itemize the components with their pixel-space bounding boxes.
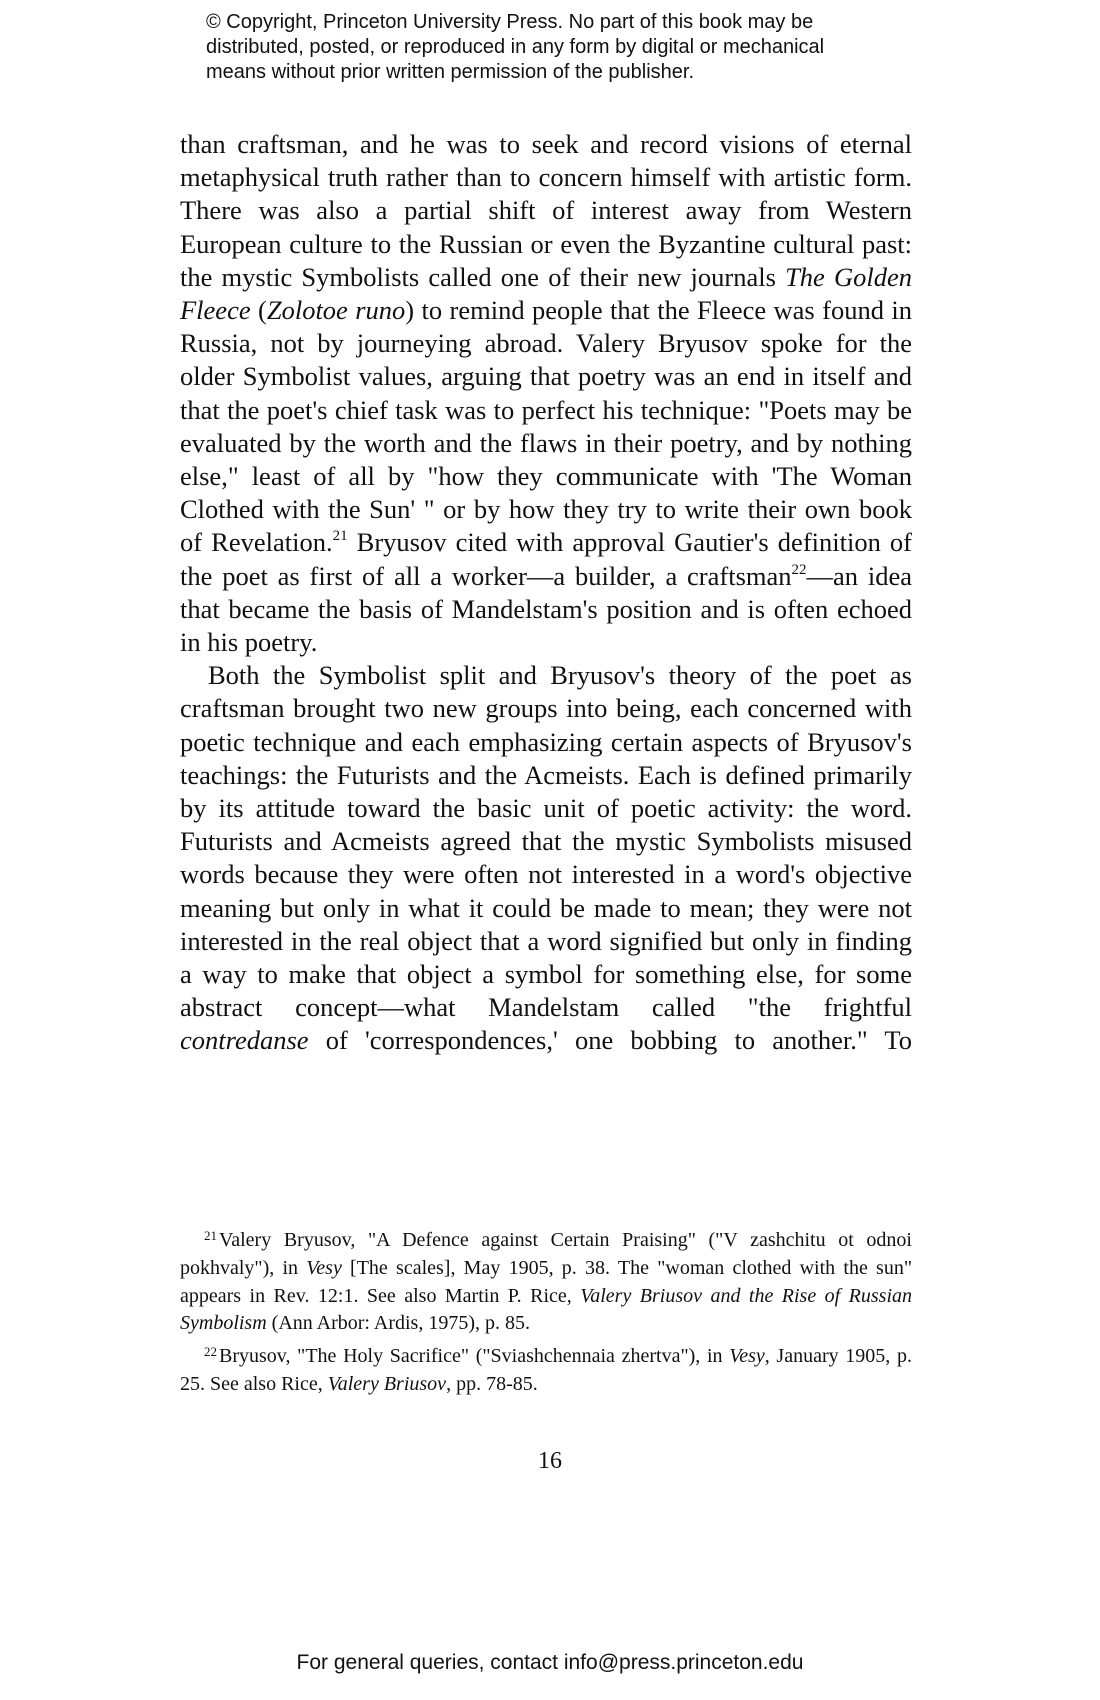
copyright-line: © Copyright, Princeton University Press. No part of this book may be <box>206 11 814 33</box>
italic-title: The Golden Fleece <box>180 261 912 326</box>
text-run: [The scales], May 1905, p. 38. The "woman clothed with the sun" appears in Rev. 12:1. See also Martin P. Rice, <box>180 1256 912 1307</box>
text-run: Bryusov cited with approval Gautier's definition of the poet as first of all a worker—a builder, a craftsman <box>180 527 913 591</box>
text-run: , pp. 78-85. <box>446 1372 538 1395</box>
italic-title: Vesy <box>729 1345 765 1368</box>
italic-term: contredanse <box>180 1025 309 1056</box>
italic-title: Zolotoe runo <box>266 295 406 326</box>
text-run: ( <box>250 295 267 326</box>
footnote-ref-21[interactable]: 21 <box>332 528 348 545</box>
text-run: (Ann Arbor: Ardis, 1975), p. 85. <box>266 1312 530 1335</box>
italic-title: Valery Briusov and the Rise of Russian Symbolism <box>180 1284 912 1335</box>
text-run: —an idea that became the basis of Mandelstam's position and is often echoed in his poetry. <box>180 560 912 658</box>
page-number: 16 <box>538 1448 562 1474</box>
italic-title: Vesy <box>306 1256 342 1279</box>
text-run: Bryusov, "The Holy Sacrifice" ("Sviashchennaia zhertva"), in <box>219 1345 730 1368</box>
footnote-22 <box>180 1338 912 1399</box>
text-run: Both the Symbolist split and Bryusov's theory of the poet as craftsman brought two new groups into being, each concerned with poetic technique and each emphasizing certain aspects of Bryusov's teachings: the Futurists and the Acmeists. Each is defined primarily by its attitude toward the basic unit of poetic activity: the word. Futurists and Acmeists agreed that the mystic Symbolists misused words because they were often not interested in a word's objective meaning but only in what it could be made to mean; they were not interested in the real object that a word signified but only in finding a way to make that object a symbol for something else, for some abstract concept—what Mandelstam called "the frightful <box>180 660 912 1023</box>
text-run: Valery Bryusov, "A Defence against Certain Praising" ("V zashchitu ot odnoi pokhvaly"), in <box>180 1229 912 1279</box>
footnote-number: 21 <box>204 1228 217 1243</box>
footnote-number: 22 <box>204 1344 217 1360</box>
text-run: , January 1905, p. 25. See also Rice, <box>180 1345 912 1395</box>
text-run: than craftsman, and he was to seek and record visions of eternal metaphysical truth rather than to concern himself with artistic form. There was also a partial shift of interest away from Western European culture to the Russian or even the Byzantine cultural past: the mystic Symbolists called one of their new journals <box>180 129 912 292</box>
italic-title: Valery Briusov <box>327 1372 447 1395</box>
copyright-notice <box>206 10 926 85</box>
footnote-21 <box>180 1222 912 1338</box>
main-text <box>180 128 912 1058</box>
contact-footer: For general queries, contact info@press.princeton.edu <box>296 1651 804 1674</box>
copyright-line: distributed, posted, or reproduced in any form by digital or mechanical <box>206 36 825 58</box>
paragraph-1 <box>180 128 912 659</box>
text-run: ) to remind people that the Fleece was found in Russia, not by journeying abroad. Valery Bryusov spoke for the older Symbolist values, arguing that poetry was an end in itself and that the poet's chief task was to perfect his technique: "Poets may be evaluated by the worth and the flaws in their poetry, and by nothing else," least of all by "how they communicate with 'The Woman Clothed with the Sun' " or by how they try to write their own book of Revelation. <box>180 295 912 558</box>
paragraph-2 <box>180 659 912 1057</box>
text-run: of 'correspondences,' one bobbing to another." To <box>308 1025 912 1056</box>
footnote-ref-22[interactable]: 22 <box>791 561 807 578</box>
footnotes <box>180 1222 912 1399</box>
copyright-line: means without prior written permission of the publisher. <box>206 61 695 83</box>
